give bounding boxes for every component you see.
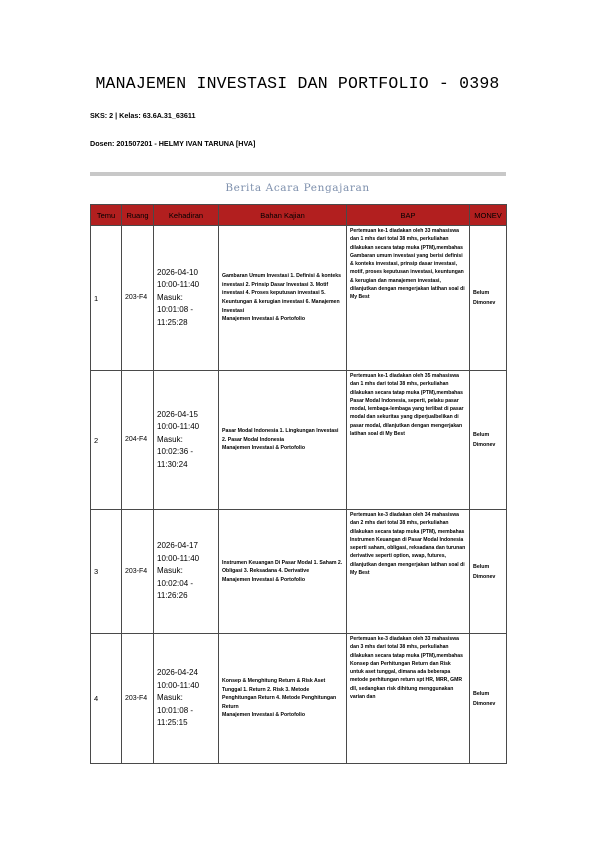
cell-kehadiran <box>154 634 219 764</box>
cell-kehadiran <box>154 371 219 510</box>
cell-ruang: 203-F4 <box>122 510 154 634</box>
course-meta: SKS: 2 | Kelas: 63.6A.31_63611 <box>90 111 196 120</box>
cell-monev: Belum Dimonev <box>470 371 507 510</box>
kehadiran-date: 2026-04-10 <box>157 267 198 277</box>
cell-bap: Pertemuan ke-1 diadakan oleh 35 mahasiswa dan 1 mhs dari total 38 mhs, perkuliahan dilakukan secara tatap muka (PTM),membahas Pasar Modal Indonesia, seperti, pelaku pasar modal, lembaga-lembaga yang terlibat di pasar modal dan sekuritas yang diperjualbelikan di pasar modal, dilanjutkan dengan mengerjakan latihan soal di My Best <box>347 371 470 510</box>
kehadiran-masuk-label: Masuk: <box>157 566 183 576</box>
cell-monev: Belum Dimonev <box>470 634 507 764</box>
cell-bahan-kajian <box>219 371 347 510</box>
cell-bahan-kajian <box>219 226 347 371</box>
kehadiran-masuk: 10:02:04 - 11:26:26 <box>157 578 194 601</box>
cell-ruang: 204-F4 <box>122 371 154 510</box>
kehadiran-masuk: 10:01:08 - 11:25:28 <box>157 305 194 327</box>
header-ruang: Ruang <box>122 205 154 226</box>
bahan-text: Instrumen Keuangan Di Pasar Modal 1. Saham 2. Obligasi 3. Reksadana 4. Derivative <box>222 559 343 575</box>
table-header-row <box>91 205 507 226</box>
cell-kehadiran <box>154 226 219 371</box>
cell-temu: 4 <box>91 634 122 764</box>
cell-bap: Pertemuan ke-3 diadakan oleh 34 mahasiswa dan 2 mhs dari total 38 mhs, perkuliahan dilakukan secara tatap muka (PTM), membahas Instrumen Keuangan di Pasar Modal Indonesia seperti saham, obligasi, reksadana dan turunan derivative seperti option, swap, futures, dilanjutkan dengan mengerjakan latihan soal di My Best <box>347 510 470 634</box>
table-row <box>91 634 507 764</box>
section-divider <box>90 172 506 176</box>
header-bap: BAP <box>347 205 470 226</box>
cell-ruang: 203-F4 <box>122 226 154 371</box>
cell-bap: Pertemuan ke-3 diadakan oleh 33 mahasiswa dan 3 mhs dari total 38 mhs, perkuliahan dilakukan secara tatap muka (PTM),membahas Konsep dan Perhitungan Return dan Risk untuk aset tunggal, dimana ada beberapa metode perhitungan return spt HR, MRR, GMR dll, sedangkan risk dihitung menggunakan varian dan <box>347 634 470 764</box>
document-title: MANAJEMEN INVESTASI DAN PORTFOLIO - 0398 <box>95 74 500 93</box>
cell-temu: 3 <box>91 510 122 634</box>
table-row <box>91 510 507 634</box>
kehadiran-time: 10:00-11:40 <box>157 680 200 690</box>
header-temu: Temu <box>91 205 122 226</box>
kehadiran-masuk-label: Masuk: <box>157 434 183 444</box>
kehadiran-time: 10:00-11:40 <box>157 422 200 432</box>
bahan-text: Konsep & Menghitung Return & Risk Aset Tunggal 1. Return 2. Risk 3. Metode Penghitungan Return 4. Metode Penghitungan Return <box>222 678 337 710</box>
cell-temu: 2 <box>91 371 122 510</box>
kehadiran-masuk-label: Masuk: <box>157 693 183 703</box>
kehadiran-time: 10:00-11:40 <box>157 280 200 290</box>
cell-bap: Pertemuan ke-1 diadakan oleh 33 mahasiswa dan 1 mhs dari total 38 mhs, perkuliahan dilakukan secara tatap muka (PTM),membahas Gambaran umum investasi yang berisi definisi & konteks investasi, prinsip dasar investasi, motif, proses keputusan investasi, keuntungan & kerugian dan manajemen investasi, dilanjutkan dengan mengerjakan latihan soal di My Best <box>347 226 470 371</box>
cell-ruang: 203-F4 <box>122 634 154 764</box>
bahan-text: Gambaran Umum Investasi 1. Definisi & konteks investasi 2. Prinsip Dasar Investasi 3. Motif investasi 4. Proses keputusan investasi 5. Keuntungan & kerugian investasi 6. Manajemen Investasi <box>222 273 342 314</box>
bahan-reference: Manajemen Investasi & Portofolio <box>222 316 306 323</box>
header-kehadiran: Kehadiran <box>154 205 219 226</box>
bahan-reference: Manajemen Investasi & Portofolio <box>222 712 306 719</box>
bahan-reference: Manajemen Investasi & Portofolio <box>222 576 306 583</box>
kehadiran-date: 2026-04-15 <box>157 409 198 419</box>
bap-table <box>90 204 507 764</box>
section-title: Berita Acara Pengajaran <box>225 182 370 194</box>
kehadiran-time: 10:00-11:40 <box>157 553 200 563</box>
table-row <box>91 226 507 371</box>
cell-monev: Belum Dimonev <box>470 510 507 634</box>
kehadiran-date: 2026-04-17 <box>157 541 198 551</box>
kehadiran-masuk: 10:01:08 - 11:25:15 <box>157 705 194 728</box>
header-bahan-kajian: Bahan Kajian <box>219 205 347 226</box>
cell-monev: Belum Dimonev <box>470 226 507 371</box>
header-monev: MONEV <box>470 205 507 226</box>
kehadiran-masuk-label: Masuk: <box>157 292 183 302</box>
cell-bahan-kajian <box>219 634 347 764</box>
cell-kehadiran <box>154 510 219 634</box>
kehadiran-date: 2026-04-24 <box>157 668 198 678</box>
bahan-reference: Manajemen Investasi & Portofolio <box>222 445 306 452</box>
cell-bahan-kajian <box>219 510 347 634</box>
kehadiran-masuk: 10:02:36 - 11:30:24 <box>157 447 194 469</box>
cell-temu: 1 <box>91 226 122 371</box>
lecturer-line: Dosen: 201507201 - HELMY IVAN TARUNA [HVA] <box>90 139 256 148</box>
bahan-text: Pasar Modal Indonesia 1. Lingkungan Investasi 2. Pasar Modal Indonesia <box>222 428 339 443</box>
table-row <box>91 371 507 510</box>
